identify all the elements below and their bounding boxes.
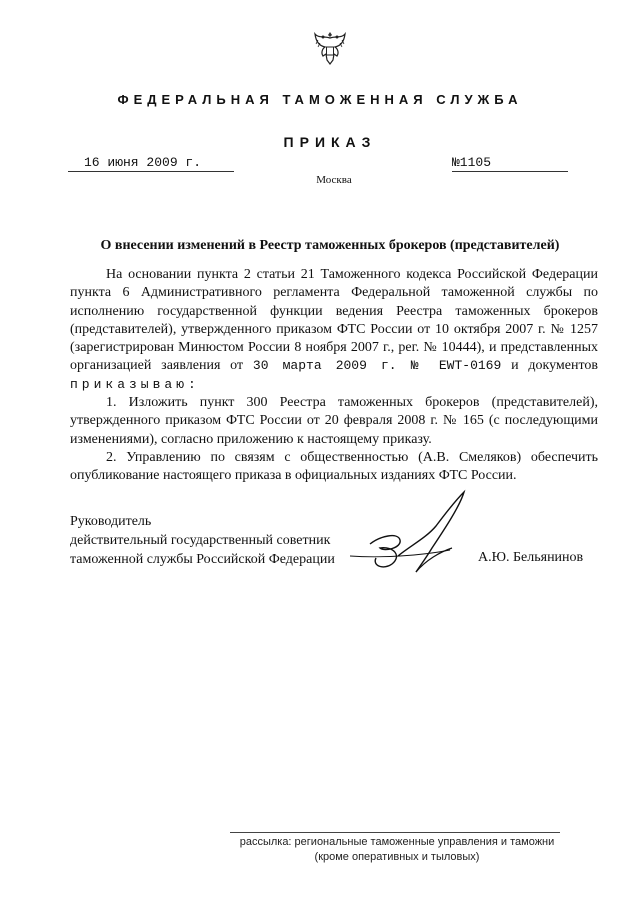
document-type: ПРИКАЗ — [283, 134, 377, 150]
emblem-icon — [312, 28, 348, 68]
signatory-title-3: таможенной службы Российской Федерации — [70, 552, 335, 567]
order-item-2: 2. Управлению по связям с общественностью (А.В. Смеляков) обеспечить опубликование настоящего приказа в официальных изданиях ФТС России. — [70, 449, 598, 484]
signatory-title-1: Руководитель — [70, 514, 152, 529]
order-item-1: 1. Изложить пункт 300 Реестра таможенных брокеров (представителей), утвержденного приказом ФТС России от 20 февраля 2008 г. № 165 (с последующими изменениями), согласно приложению к настоящему приказу. — [70, 395, 598, 447]
preamble-typed-fill: 30 марта 2009 г. № ЕWТ-0169 — [252, 358, 502, 374]
order-number: №1105 — [452, 154, 568, 172]
preamble-main: На основании пункта 2 статьи 21 Таможенного кодекса Российской Федерации пункта 6 Административного регламента Федеральной таможенной службы по исполнению государственной функции ведения Реестра таможенных брокеров (представителей), утвержденного приказом ФТС России от 10 октября 2007 г. № 1257 (зарегистрирован Минюстом России 8 ноября 2007 г., рег. № 10444), и представленных организацией заявления от — [70, 267, 598, 374]
distribution-line-1: рассылка: региональные таможенные управления и таможни — [239, 836, 555, 848]
issue-city: Москва — [316, 174, 352, 186]
order-word: приказываю: — [70, 376, 200, 392]
distribution-divider — [230, 832, 560, 833]
signature-icon — [340, 486, 490, 581]
order-body — [70, 266, 598, 486]
signatory-title-2: действительный государственный советник — [70, 533, 331, 548]
signatory-block — [70, 512, 335, 569]
signatory-name: А.Ю. Бельянинов — [478, 550, 584, 565]
order-subject: О внесении изменений в Реестр таможенных брокеров (представителей) — [100, 238, 560, 253]
agency-name: ФЕДЕРАЛЬНАЯ ТАМОЖЕННАЯ СЛУЖБА — [117, 92, 523, 107]
distribution-note — [230, 835, 564, 865]
distribution-line-2: (кроме оперативных и тыловых) — [314, 851, 480, 863]
preamble-paragraph — [70, 266, 598, 394]
preamble-join: и документов — [501, 358, 598, 374]
order-date: 16 июня 2009 г. — [68, 154, 234, 172]
